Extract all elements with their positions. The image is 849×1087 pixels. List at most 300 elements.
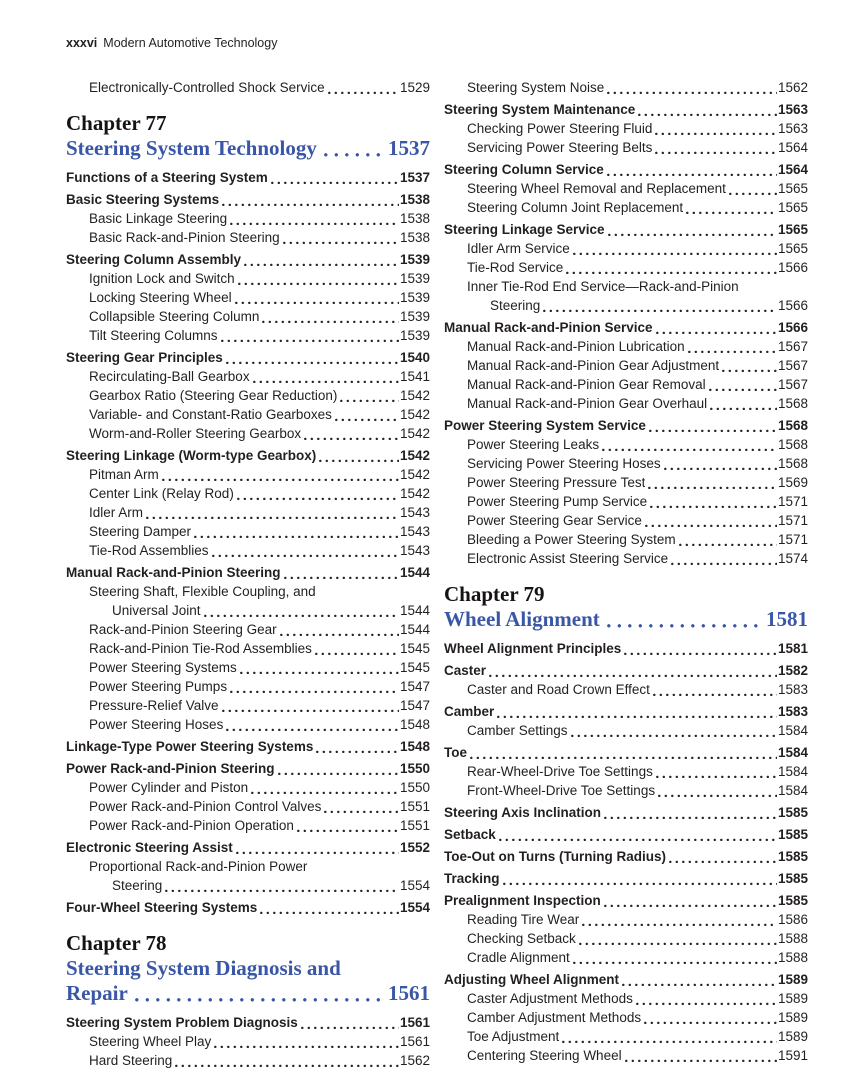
toc-entry: [66, 424, 430, 443]
dot-leader: [624, 652, 777, 656]
dot-leader: [607, 91, 777, 95]
dot-leader: [499, 838, 777, 842]
toc-entry-title: Linkage-Type Power Steering Systems: [66, 739, 314, 754]
dot-leader: [679, 543, 777, 547]
dot-leader: [497, 715, 777, 719]
toc-entry-title: Tracking: [444, 871, 500, 886]
toc-entry-title: Caster Adjustment Methods: [467, 991, 633, 1006]
toc-entry: [66, 503, 430, 522]
dot-leader: [664, 467, 777, 471]
toc-entry: [444, 100, 808, 119]
chapter-number: Chapter 78: [66, 931, 167, 955]
toc-entry: [66, 386, 430, 405]
toc-entry-title: Recirculating-Ball Gearbox: [89, 369, 250, 384]
dot-leader: [301, 1026, 399, 1030]
dot-leader: [566, 271, 777, 275]
toc-entry: [444, 394, 808, 413]
toc-entry-title: Manual Rack-and-Pinion Service: [444, 320, 653, 335]
dot-leader: [543, 309, 777, 313]
toc-entry-title: Collapsible Steering Column: [89, 309, 260, 324]
toc-entry-title: Rack-and-Pinion Tie-Rod Assemblies: [89, 641, 312, 656]
toc-entry: [444, 661, 808, 680]
dot-leader: [324, 152, 384, 158]
toc-entry: [444, 258, 808, 277]
toc-entry: [444, 948, 808, 967]
toc-entry: [66, 209, 430, 228]
toc-column-left: [66, 78, 430, 1070]
toc-entry-line: Inner Tie-Rod End Service—Rack-and-Pinion: [467, 279, 739, 294]
dot-leader: [319, 459, 399, 463]
dot-leader: [165, 889, 399, 893]
toc-entry-title: Gearbox Ratio (Steering Gear Reduction): [89, 388, 338, 403]
running-title: Modern Automotive Technology: [103, 36, 278, 50]
page-number: 1543: [399, 543, 430, 558]
toc-entry-line: [66, 601, 430, 620]
dot-leader: [656, 331, 777, 335]
toc-entry: [444, 138, 808, 157]
page-number: 1563: [777, 121, 808, 136]
toc-entry: [66, 816, 430, 835]
page-number: 1542: [399, 407, 430, 422]
toc-entry: [444, 847, 808, 866]
toc-entry-title: Steering System Technology: [66, 136, 317, 160]
toc-entry: [66, 465, 430, 484]
toc-entry-line: [444, 296, 808, 315]
toc-entry-title: Steering Linkage Service: [444, 222, 605, 237]
toc-entry: [66, 778, 430, 797]
page-number: 1538: [399, 211, 430, 226]
dot-leader: [622, 983, 777, 987]
dot-leader: [625, 1059, 777, 1063]
toc-entry: [444, 179, 808, 198]
toc-entry: [66, 620, 430, 639]
page-number: 1545: [399, 641, 430, 656]
toc-entry: [444, 119, 808, 138]
toc-entry-title: Manual Rack-and-Pinion Gear Removal: [467, 377, 706, 392]
dot-leader: [710, 407, 777, 411]
toc-entry: [66, 1032, 430, 1051]
toc-entry-line: [66, 876, 430, 895]
toc-entry-title: Steering Linkage (Worm-type Gearbox): [66, 448, 317, 463]
toc-column-right: [444, 78, 808, 1070]
dot-leader: [604, 904, 777, 908]
toc-entry-title: Electronically-Controlled Shock Service: [89, 80, 325, 95]
toc-entry: [66, 838, 430, 857]
dot-leader: [283, 241, 399, 245]
page-number: 1566: [777, 260, 808, 275]
dot-leader: [260, 911, 399, 915]
toc-entry-title: Setback: [444, 827, 496, 842]
toc-entry-title: Power Rack-and-Pinion Operation: [89, 818, 294, 833]
dot-leader: [604, 816, 777, 820]
toc-entry: [444, 781, 808, 800]
toc-entry-line: Proportional Rack-and-Pinion Power: [89, 859, 308, 874]
toc-entry: [444, 970, 808, 989]
chapter-heading: [66, 931, 430, 1006]
dot-leader: [316, 750, 399, 754]
toc-entry: [444, 1027, 808, 1046]
dot-leader: [688, 350, 777, 354]
toc-entry: [444, 803, 808, 822]
page-number: 1565: [777, 200, 808, 215]
page-number: 1584: [777, 745, 808, 760]
toc-entry-title: Idler Arm: [89, 505, 144, 520]
dot-leader: [271, 181, 399, 185]
dot-leader: [162, 478, 399, 482]
dot-leader: [222, 203, 399, 207]
page-number: 1554: [399, 878, 430, 893]
page-number: 1561: [399, 1015, 430, 1030]
toc-columns: [66, 78, 808, 1070]
dot-leader: [244, 263, 399, 267]
page-number: 1543: [399, 505, 430, 520]
toc-entry-title: Basic Rack-and-Pinion Steering: [89, 230, 280, 245]
page-number: 1567: [777, 339, 808, 354]
toc-entry-title: Four-Wheel Steering Systems: [66, 900, 258, 915]
toc-entry-title: Manual Rack-and-Pinion Lubrication: [467, 339, 685, 354]
page-number: 1566: [777, 298, 808, 313]
toc-entry-title: Tilt Steering Columns: [89, 328, 218, 343]
toc-entry: [444, 549, 808, 568]
page-number: 1564: [777, 162, 808, 177]
dot-leader: [240, 671, 399, 675]
toc-entry-title: Adjusting Wheel Alignment: [444, 972, 619, 987]
page-number: 1588: [777, 950, 808, 965]
toc-entry-title: Power Rack-and-Pinion Control Valves: [89, 799, 322, 814]
dot-leader: [297, 829, 399, 833]
dot-leader: [722, 369, 777, 373]
page-number: 1539: [399, 271, 430, 286]
toc-entry-title: Power Steering Pumps: [89, 679, 228, 694]
page-folio: xxxvi: [66, 36, 98, 50]
toc-entry-title: Prealignment Inspection: [444, 893, 601, 908]
page-number: 1547: [399, 698, 430, 713]
dot-leader: [226, 361, 399, 365]
toc-entry: [66, 348, 430, 367]
page-number: 1539: [399, 328, 430, 343]
toc-entry-title: Steering System Maintenance: [444, 102, 636, 117]
page-number: 1581: [766, 607, 808, 631]
toc-entry-title: Variable- and Constant-Ratio Gearboxes: [89, 407, 332, 422]
dot-leader: [655, 132, 777, 136]
dot-leader: [230, 690, 399, 694]
toc-entry: [66, 405, 430, 424]
dot-leader: [194, 535, 399, 539]
page-number: 1550: [399, 780, 430, 795]
page-number: 1565: [777, 222, 808, 237]
dot-leader: [655, 151, 777, 155]
page-number: 1571: [777, 513, 808, 528]
toc-entry: [66, 639, 430, 658]
toc-entry-title: Front-Wheel-Drive Toe Settings: [467, 783, 656, 798]
dot-leader: [212, 554, 399, 558]
page-number: 1581: [777, 641, 808, 656]
dot-leader: [649, 429, 777, 433]
toc-entry-line: Steering Shaft, Flexible Coupling, and: [89, 584, 316, 599]
dot-leader: [304, 437, 399, 441]
page-number: 1589: [777, 991, 808, 1006]
dot-leader: [503, 882, 777, 886]
dot-leader: [573, 961, 777, 965]
page-number: 1543: [399, 524, 430, 539]
toc-entry-title: Power Steering Gear Service: [467, 513, 642, 528]
page-number: 1542: [399, 448, 430, 463]
page-number: 1544: [399, 622, 430, 637]
dot-leader: [146, 516, 399, 520]
page-number: 1585: [777, 805, 808, 820]
toc-entry-title: Steering Column Assembly: [66, 252, 242, 267]
toc-entry-title: Servicing Power Steering Belts: [467, 140, 653, 155]
dot-leader: [571, 734, 777, 738]
toc-entry-title: Cradle Alignment: [467, 950, 570, 965]
toc-entry-title: Electronic Steering Assist: [66, 840, 233, 855]
dot-leader: [315, 652, 399, 656]
page-number: 1551: [399, 799, 430, 814]
toc-entry: [66, 857, 430, 895]
dot-leader: [582, 923, 777, 927]
toc-entry: [444, 762, 808, 781]
toc-entry-title: Toe Adjustment: [467, 1029, 560, 1044]
toc-entry: [66, 78, 430, 97]
running-head: [66, 36, 808, 51]
dot-leader: [644, 1021, 777, 1025]
toc-entry: [66, 715, 430, 734]
dot-leader: [607, 623, 762, 629]
dot-leader: [607, 173, 777, 177]
toc-entry-title: Camber Adjustment Methods: [467, 1010, 642, 1025]
page-number: 1537: [388, 136, 430, 160]
dot-leader: [230, 222, 399, 226]
dot-leader: [602, 448, 777, 452]
dot-leader: [636, 1002, 777, 1006]
toc-entry-title: Ignition Lock and Switch: [89, 271, 235, 286]
toc-entry: [444, 702, 808, 721]
toc-entry: [66, 522, 430, 541]
toc-entry: [444, 375, 808, 394]
page-number: 1539: [399, 290, 430, 305]
toc-entry-title: Manual Rack-and-Pinion Gear Adjustment: [467, 358, 720, 373]
page-number: 1554: [399, 900, 430, 915]
toc-entry-title: Toe: [444, 745, 467, 760]
dot-leader: [686, 211, 777, 215]
page-number: 1567: [777, 358, 808, 373]
toc-entry: [66, 797, 430, 816]
chapter-heading: [66, 111, 430, 161]
toc-entry: [66, 168, 430, 187]
toc-entry-title: Power Steering System Service: [444, 418, 646, 433]
page-number: 1591: [777, 1048, 808, 1063]
dot-leader: [237, 497, 399, 501]
page-number: 1583: [777, 704, 808, 719]
page-number: 1563: [777, 102, 808, 117]
toc-entry-title: Steering Wheel Play: [89, 1034, 212, 1049]
dot-leader: [236, 851, 399, 855]
toc-entry: [444, 511, 808, 530]
toc-entry-title: Functions of a Steering System: [66, 170, 268, 185]
page-number: 1562: [777, 80, 808, 95]
page-number: 1565: [777, 241, 808, 256]
toc-entry-title: Steering: [490, 298, 541, 313]
toc-entry-title: Pressure-Relief Valve: [89, 698, 219, 713]
toc-entry-title: Steering Wheel Removal and Replacement: [467, 181, 726, 196]
dot-leader: [284, 576, 399, 580]
toc-entry-title: Caster and Road Crown Effect: [467, 682, 650, 697]
chapter-title: Steering System Diagnosis and: [66, 956, 341, 980]
page-number: 1542: [399, 388, 430, 403]
page-number: 1569: [777, 475, 808, 490]
page-number: 1551: [399, 818, 430, 833]
toc-entry: [444, 416, 808, 435]
toc-entry: [66, 759, 430, 778]
toc-entry-title: Universal Joint: [112, 603, 201, 618]
toc-entry: [444, 1046, 808, 1065]
toc-entry: [444, 891, 808, 910]
dot-leader: [340, 399, 399, 403]
dot-leader: [669, 860, 777, 864]
page-number: 1585: [777, 827, 808, 842]
toc-entry-title: Power Steering Leaks: [467, 437, 600, 452]
dot-leader: [658, 794, 777, 798]
toc-entry: [444, 435, 808, 454]
toc-entry-title: Checking Setback: [467, 931, 576, 946]
toc-entry-title: Servicing Power Steering Hoses: [467, 456, 661, 471]
dot-leader: [650, 505, 777, 509]
toc-entry-title: Repair: [66, 981, 128, 1005]
toc-entry: [444, 530, 808, 549]
toc-entry: [66, 190, 430, 209]
toc-entry-title: Power Steering Pressure Test: [467, 475, 646, 490]
page-number: 1542: [399, 486, 430, 501]
toc-entry-title: Steering Column Joint Replacement: [467, 200, 684, 215]
toc-entry-title: Locking Steering Wheel: [89, 290, 232, 305]
toc-entry-title: Rear-Wheel-Drive Toe Settings: [467, 764, 653, 779]
page-number: 1545: [399, 660, 430, 675]
page-number: 1544: [399, 565, 430, 580]
toc-entry-title: Centering Steering Wheel: [467, 1048, 622, 1063]
dot-leader: [489, 674, 777, 678]
dot-leader: [579, 942, 777, 946]
toc-entry: [444, 78, 808, 97]
toc-entry: [66, 541, 430, 560]
toc-entry-title: Pitman Arm: [89, 467, 159, 482]
toc-entry-title: Bleeding a Power Steering System: [467, 532, 676, 547]
toc-entry: [444, 277, 808, 315]
toc-entry: [66, 307, 430, 326]
page-number: 1568: [777, 418, 808, 433]
page-number: 1589: [777, 1010, 808, 1025]
toc-entry: [444, 680, 808, 699]
chapter-number: Chapter 77: [66, 111, 167, 135]
page-number: 1571: [777, 494, 808, 509]
page-number: 1589: [777, 1029, 808, 1044]
chapter-title: [66, 981, 430, 1006]
page-number: 1547: [399, 679, 430, 694]
page-number: 1548: [399, 739, 430, 754]
dot-leader: [729, 192, 777, 196]
toc-entry: [444, 220, 808, 239]
toc-entry: [66, 367, 430, 386]
page-number: 1541: [399, 369, 430, 384]
toc-entry: [444, 160, 808, 179]
page-number: 1571: [777, 532, 808, 547]
toc-entry: [66, 228, 430, 247]
dot-leader: [470, 756, 777, 760]
toc-entry-title: Center Link (Relay Rod): [89, 486, 234, 501]
dot-leader: [648, 486, 777, 490]
page-number: 1584: [777, 764, 808, 779]
dot-leader: [204, 614, 399, 618]
dot-leader: [135, 997, 384, 1003]
toc-entry-title: Steering Column Service: [444, 162, 604, 177]
page-number: 1550: [399, 761, 430, 776]
toc-entry: [66, 563, 430, 582]
toc-entry: [66, 250, 430, 269]
page-number: 1542: [399, 467, 430, 482]
toc-entry: [444, 910, 808, 929]
page-number: 1539: [399, 252, 430, 267]
page-number: 1582: [777, 663, 808, 678]
toc-entry: [66, 677, 430, 696]
toc-entry-title: Steering: [112, 878, 163, 893]
toc-entry-title: Camber: [444, 704, 495, 719]
page-number: 1568: [777, 396, 808, 411]
dot-leader: [562, 1040, 777, 1044]
page-number: 1584: [777, 723, 808, 738]
toc-entry: [444, 239, 808, 258]
toc-entry: [66, 582, 430, 620]
page-number: 1585: [777, 893, 808, 908]
page-number: 1583: [777, 682, 808, 697]
toc-entry: [444, 318, 808, 337]
toc-entry: [444, 337, 808, 356]
toc-entry-title: Power Rack-and-Pinion Steering: [66, 761, 275, 776]
toc-entry: [66, 326, 430, 345]
toc-entry-title: Wheel Alignment Principles: [444, 641, 622, 656]
dot-leader: [214, 1045, 399, 1049]
page-number: 1538: [399, 230, 430, 245]
toc-entry: [444, 639, 808, 658]
toc-entry-title: Idler Arm Service: [467, 241, 570, 256]
dot-leader: [262, 320, 399, 324]
toc-entry-title: Steering Gear Principles: [66, 350, 223, 365]
dot-leader: [653, 693, 777, 697]
toc-entry-title: Wheel Alignment: [444, 607, 600, 631]
toc-entry-title: Power Steering Hoses: [89, 717, 224, 732]
dot-leader: [645, 524, 777, 528]
toc-entry-title: Power Steering Pump Service: [467, 494, 648, 509]
toc-entry-title: Power Cylinder and Piston: [89, 780, 249, 795]
page-number: 1544: [399, 603, 430, 618]
dot-leader: [251, 791, 399, 795]
toc-entry-title: Rack-and-Pinion Steering Gear: [89, 622, 277, 637]
dot-leader: [671, 562, 777, 566]
toc-entry: [444, 356, 808, 375]
page-number: 1586: [777, 912, 808, 927]
page-number: 1585: [777, 871, 808, 886]
toc-entry: [66, 737, 430, 756]
dot-leader: [608, 233, 777, 237]
dot-leader: [638, 113, 777, 117]
toc-entry: [66, 1013, 430, 1032]
page-number: 1561: [399, 1034, 430, 1049]
toc-entry: [444, 989, 808, 1008]
chapter-heading: [444, 582, 808, 632]
toc-entry: [444, 198, 808, 217]
toc-entry-title: Basic Linkage Steering: [89, 211, 228, 226]
page-number: 1542: [399, 426, 430, 441]
dot-leader: [278, 772, 399, 776]
dot-leader: [280, 633, 399, 637]
